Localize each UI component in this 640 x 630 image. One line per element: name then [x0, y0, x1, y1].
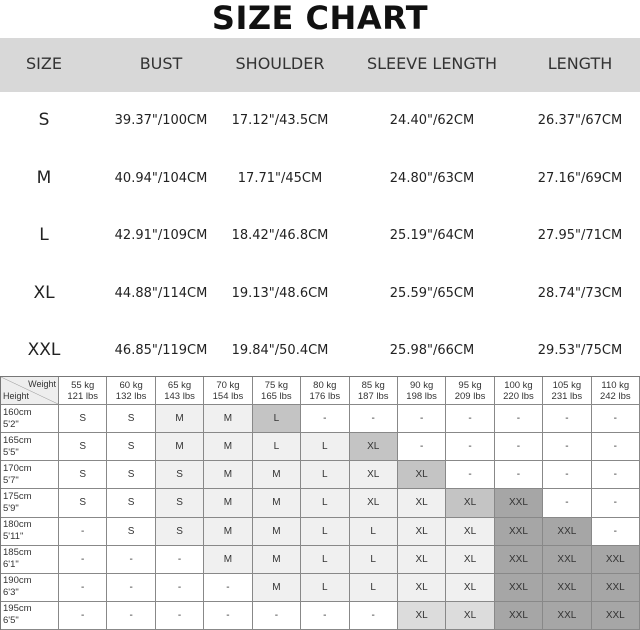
weight-header — [446, 377, 494, 405]
weight-kg: 60 kg — [119, 379, 143, 391]
fit-size-cell: S — [59, 461, 107, 489]
bust-value: 44.88"/114CM — [114, 285, 208, 301]
fit-size-cell: - — [398, 405, 446, 433]
fit-size-cell: XXL — [543, 518, 591, 546]
weight-header — [495, 377, 543, 405]
length-value: 26.37"/67CM — [537, 113, 623, 128]
weight-kg: 75 kg — [264, 379, 288, 391]
fit-size-cell: - — [495, 433, 543, 461]
bust-value: 39.37"/100CM — [114, 113, 208, 128]
fit-size-cell: XL — [446, 546, 494, 574]
fit-size-cell: XXL — [495, 518, 543, 546]
fit-size-cell: - — [59, 574, 107, 602]
fit-size-cell: M — [204, 405, 252, 433]
fit-size-cell: S — [107, 405, 155, 433]
weight-lbs: 143 lbs — [164, 390, 195, 402]
fit-size-cell: XXL — [592, 546, 640, 574]
sleeve-length-value: 25.59"/65CM — [389, 285, 475, 301]
header-bust: BUST — [139, 54, 183, 73]
fit-size-cell: M — [156, 433, 204, 461]
weight-kg: 70 kg — [216, 379, 240, 391]
fit-size-cell: M — [253, 489, 301, 517]
fit-size-cell: L — [253, 433, 301, 461]
height-ft: 5'5" — [3, 446, 19, 458]
shoulder-value: 18.42"/46.8CM — [231, 228, 329, 244]
fit-size-cell: L — [350, 546, 398, 574]
height-header — [1, 461, 59, 489]
measurement-row — [0, 207, 640, 265]
length-value: 28.74"/73CM — [537, 285, 623, 301]
fit-size-cell: - — [156, 546, 204, 574]
height-cm: 175cm — [3, 490, 32, 502]
weight-lbs: 121 lbs — [67, 390, 99, 402]
weight-lbs: 220 lbs — [503, 390, 534, 402]
height-weight-grid — [0, 376, 640, 630]
weight-lbs: 231 lbs — [551, 390, 583, 402]
fit-size-cell: - — [301, 602, 349, 630]
fit-size-cell: S — [107, 433, 155, 461]
weight-kg: 110 kg — [601, 379, 630, 391]
fit-size-cell: - — [301, 405, 349, 433]
fit-size-cell: XL — [446, 489, 494, 517]
fit-size-cell: - — [350, 405, 398, 433]
fit-size-cell: L — [301, 518, 349, 546]
fit-size-cell: XXL — [495, 602, 543, 630]
fit-size-cell: - — [156, 574, 204, 602]
fit-size-cell: - — [253, 602, 301, 630]
height-ft: 5'11" — [3, 531, 24, 543]
sleeve-length-value: 24.40"/62CM — [389, 113, 475, 128]
weight-kg: 105 kg — [552, 379, 582, 391]
fit-size-cell: XXL — [495, 546, 543, 574]
fit-size-cell: - — [495, 461, 543, 489]
weight-lbs: 165 lbs — [261, 390, 292, 402]
fit-size-cell: XXL — [495, 489, 543, 517]
weight-lbs: 187 lbs — [357, 390, 389, 402]
length-value: 27.95"/71CM — [537, 228, 623, 244]
height-cm: 165cm — [3, 434, 32, 446]
weight-lbs: 198 lbs — [406, 390, 437, 402]
length-value: 29.53"/75CM — [537, 343, 623, 359]
fit-size-cell: M — [204, 518, 252, 546]
fit-size-cell: XL — [350, 433, 398, 461]
height-cm: 180cm — [3, 519, 32, 531]
fit-size-cell: - — [592, 433, 640, 461]
weight-kg: 55 kg — [71, 379, 95, 391]
height-cm: 160cm — [3, 406, 32, 418]
fit-size-cell: L — [301, 433, 349, 461]
weight-kg: 95 kg — [458, 379, 482, 391]
fit-size-cell: - — [59, 602, 107, 630]
height-ft: 5'2" — [3, 418, 19, 430]
fit-size-cell: - — [204, 602, 252, 630]
shoulder-value: 17.12"/43.5CM — [231, 113, 329, 128]
fit-size-cell: S — [107, 489, 155, 517]
fit-size-cell: S — [59, 405, 107, 433]
weight-header — [398, 377, 446, 405]
fit-size-cell: S — [59, 433, 107, 461]
fit-size-cell: - — [592, 518, 640, 546]
header-shoulder: SHOULDER — [235, 54, 325, 73]
fit-size-cell: M — [253, 461, 301, 489]
fit-size-cell: M — [253, 546, 301, 574]
fit-size-cell: XL — [398, 574, 446, 602]
measurement-row — [0, 322, 640, 380]
fit-size-cell: M — [156, 405, 204, 433]
measurement-row — [0, 150, 640, 208]
grid-corner — [1, 377, 59, 405]
fit-size-cell: L — [301, 546, 349, 574]
fit-size-cell: S — [107, 518, 155, 546]
fit-size-cell: L — [301, 489, 349, 517]
fit-size-cell: L — [301, 574, 349, 602]
weight-lbs: 132 lbs — [115, 390, 147, 402]
weight-kg: 100 kg — [504, 379, 533, 391]
fit-size-cell: XXL — [592, 602, 640, 630]
weight-header — [107, 377, 155, 405]
weight-header — [253, 377, 301, 405]
fit-size-cell: - — [107, 546, 155, 574]
header-sleeve-length: SLEEVE LENGTH — [366, 54, 498, 73]
weight-header — [204, 377, 252, 405]
fit-size-cell: - — [107, 574, 155, 602]
fit-size-cell: M — [204, 461, 252, 489]
weight-header — [350, 377, 398, 405]
height-cm: 185cm — [3, 547, 32, 559]
weight-kg: 85 kg — [361, 379, 385, 391]
fit-size-cell: XL — [398, 518, 446, 546]
fit-size-cell: - — [543, 489, 591, 517]
sleeve-length-value: 25.19"/64CM — [389, 228, 475, 244]
fit-size-cell: XXL — [543, 574, 591, 602]
sleeve-length-value: 25.98"/66CM — [389, 343, 475, 359]
weight-lbs: 154 lbs — [212, 390, 244, 402]
size-value: S — [38, 110, 50, 130]
shoulder-value: 19.13"/48.6CM — [231, 285, 329, 301]
fit-size-cell: - — [156, 602, 204, 630]
header-size: SIZE — [26, 54, 62, 73]
size-value: M — [36, 167, 52, 188]
bust-value: 42.91"/109CM — [114, 228, 208, 244]
fit-size-cell: M — [204, 546, 252, 574]
fit-size-cell: - — [543, 405, 591, 433]
height-header — [1, 433, 59, 461]
fit-size-cell: XL — [398, 602, 446, 630]
fit-size-cell: S — [156, 489, 204, 517]
height-ft: 5'9" — [3, 502, 19, 514]
fit-size-cell: XL — [446, 518, 494, 546]
fit-size-cell: S — [59, 489, 107, 517]
fit-size-cell: S — [107, 461, 155, 489]
fit-size-cell: - — [398, 433, 446, 461]
fit-size-cell: XL — [398, 461, 446, 489]
fit-size-cell: XXL — [495, 574, 543, 602]
fit-size-cell: S — [156, 518, 204, 546]
weight-header — [156, 377, 204, 405]
fit-size-cell: - — [350, 602, 398, 630]
measurement-table — [0, 38, 640, 380]
fit-size-cell: L — [301, 461, 349, 489]
fit-size-cell: - — [446, 405, 494, 433]
fit-size-cell: - — [592, 489, 640, 517]
fit-size-cell: - — [543, 461, 591, 489]
fit-size-cell: XL — [350, 489, 398, 517]
fit-size-cell: - — [204, 574, 252, 602]
height-ft: 6'5" — [3, 615, 19, 627]
height-header — [1, 602, 59, 630]
fit-size-cell: L — [253, 405, 301, 433]
fit-size-cell: XL — [398, 546, 446, 574]
weight-header — [301, 377, 349, 405]
bust-value: 40.94"/104CM — [114, 170, 208, 186]
weight-lbs: 176 lbs — [309, 390, 341, 402]
weight-kg: 80 kg — [313, 379, 337, 391]
weight-header — [592, 377, 640, 405]
height-header — [1, 489, 59, 517]
fit-size-cell: XL — [350, 461, 398, 489]
sleeve-length-value: 24.80"/63CM — [389, 170, 475, 186]
weight-header — [543, 377, 591, 405]
fit-size-cell: XXL — [592, 574, 640, 602]
fit-size-cell: XL — [446, 574, 494, 602]
height-header — [1, 405, 59, 433]
fit-size-cell: - — [107, 602, 155, 630]
fit-size-cell: - — [446, 461, 494, 489]
fit-size-cell: L — [350, 518, 398, 546]
length-value: 27.16"/69CM — [537, 170, 623, 186]
measurement-row — [0, 265, 640, 323]
fit-size-cell: XL — [446, 602, 494, 630]
measurement-header-row — [0, 38, 640, 92]
height-header — [1, 574, 59, 602]
height-axis-label: Height — [3, 391, 30, 401]
height-cm: 170cm — [3, 462, 32, 474]
size-value: XL — [33, 282, 55, 303]
height-ft: 6'3" — [3, 587, 19, 599]
height-ft: 5'7" — [3, 474, 19, 486]
fit-size-cell: L — [350, 574, 398, 602]
header-length: LENGTH — [547, 54, 613, 73]
fit-size-cell: - — [543, 433, 591, 461]
fit-size-cell: - — [446, 433, 494, 461]
weight-header — [59, 377, 107, 405]
height-header — [1, 546, 59, 574]
fit-size-cell: - — [59, 546, 107, 574]
shoulder-value: 19.84"/50.4CM — [231, 343, 329, 359]
weight-kg: 90 kg — [409, 379, 434, 391]
weight-axis-label: Weight — [28, 379, 56, 389]
shoulder-value: 17.71"/45CM — [237, 170, 323, 186]
fit-size-cell: S — [156, 461, 204, 489]
size-value: XXL — [27, 340, 61, 361]
fit-size-cell: M — [204, 489, 252, 517]
fit-size-cell: M — [204, 433, 252, 461]
height-cm: 195cm — [3, 603, 32, 615]
fit-size-cell: XL — [398, 489, 446, 517]
weight-lbs: 242 lbs — [599, 390, 631, 402]
size-value: L — [39, 225, 49, 246]
weight-kg: 65 kg — [167, 379, 192, 391]
fit-size-cell: - — [592, 405, 640, 433]
fit-size-cell: - — [495, 405, 543, 433]
height-ft: 6'1" — [3, 559, 19, 571]
fit-size-cell: M — [253, 574, 301, 602]
measurement-row — [0, 92, 640, 150]
weight-lbs: 209 lbs — [454, 390, 486, 402]
fit-size-cell: XXL — [543, 546, 591, 574]
height-cm: 190cm — [3, 575, 32, 587]
fit-size-cell: M — [253, 518, 301, 546]
height-header — [1, 518, 59, 546]
size-chart-title: SIZE CHART — [211, 0, 429, 37]
bust-value: 46.85"/119CM — [114, 343, 208, 359]
fit-size-cell: - — [592, 461, 640, 489]
fit-size-cell: XXL — [543, 602, 591, 630]
fit-size-cell: - — [59, 518, 107, 546]
